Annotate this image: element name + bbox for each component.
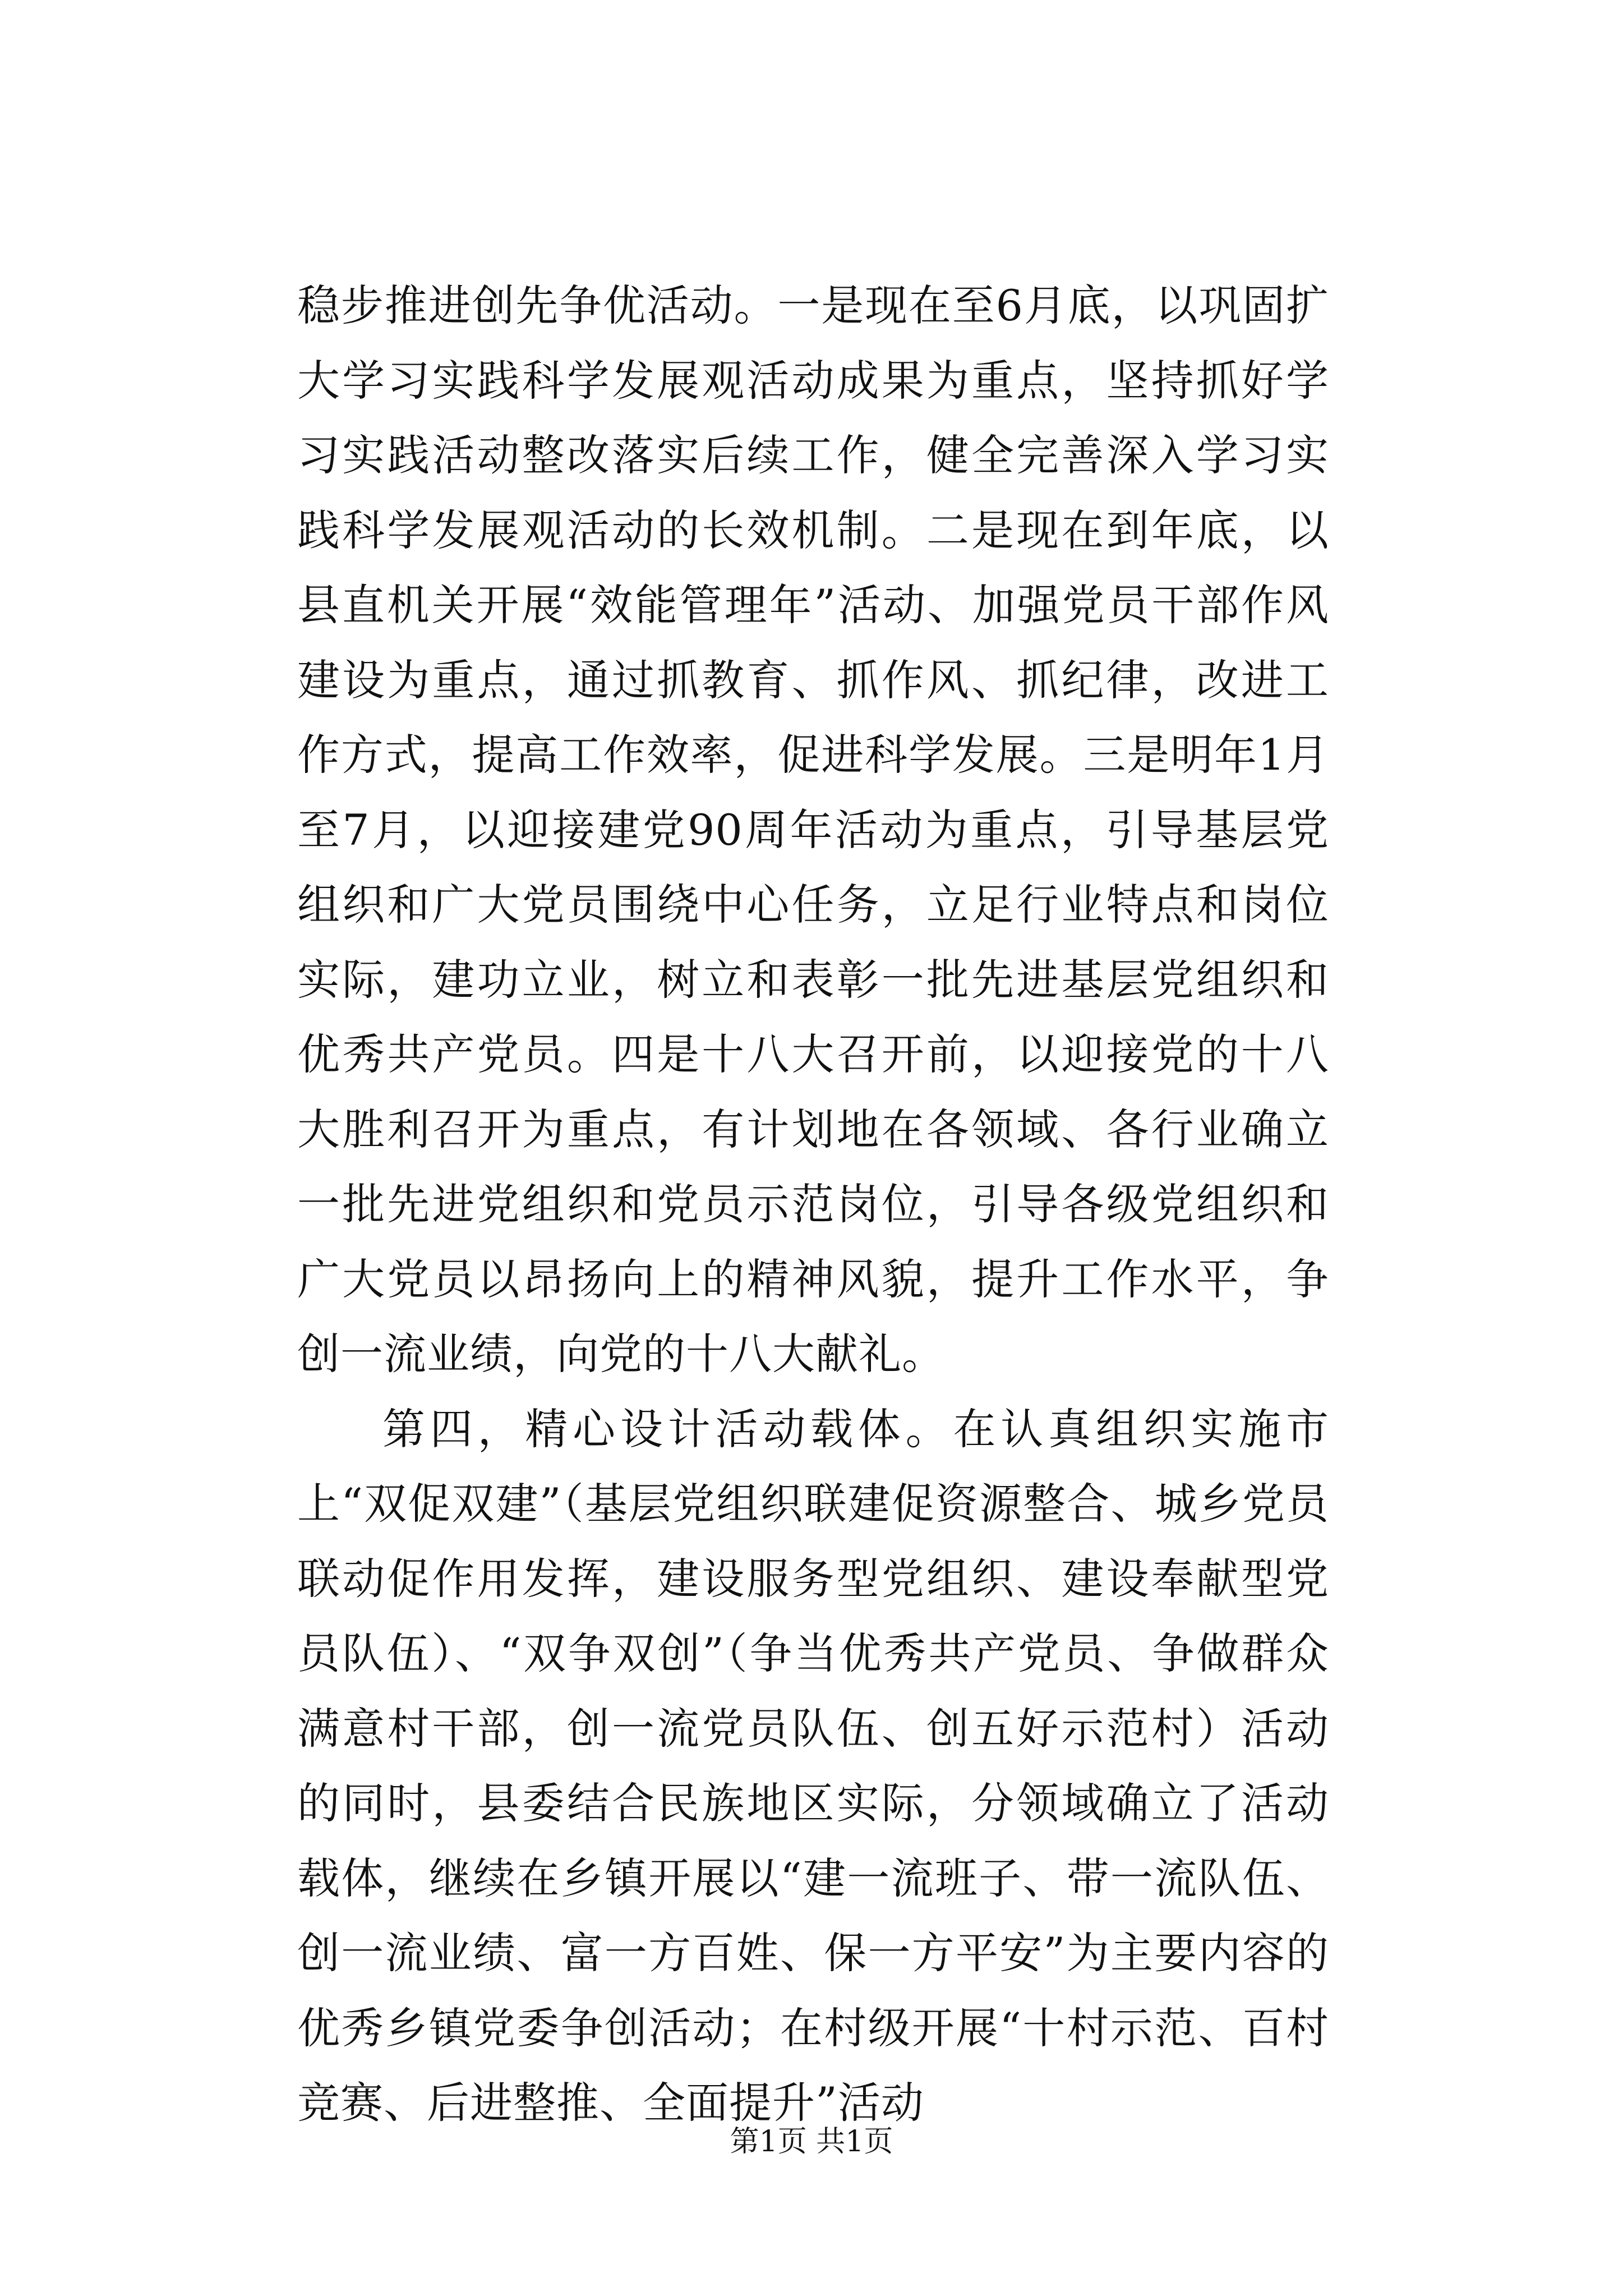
paragraph-continued: 稳步推进创先争优活动。一是现在至6月底，以巩固扩大学习实践科学发展观活动成果为重点，坚持抓好学习实践活动整改落实后续工作，健全完善深入学习实践科学发展观活动的长效机制。二是现在到年底，以县直机关开展“效能管理年”活动、加强党员干部作风建设为重点，通过抓教育、抓作风、抓纪律，改进工作方式，提高工作效率，促进科学发展。三是明年1月至7月，以迎接建党90周年活动为重点，引导基层党组织和广大党员围绕中心任务，立足行业特点和岗位实际，建功立业，树立和表彰一批先进基层党组织和优秀共产党员。四是十八大召开前，以迎接党的十八大胜利召开为重点，有计划地在各领域、各行业确立一批先进党组织和党员示范岗位，引导各级党组织和广大党员以昂扬向上的精神风貌，提升工作水平，争创一流业绩，向党的十八大献礼。 [297, 280, 1329, 1379]
page-footer: 第1页 共1页 [730, 2125, 893, 2159]
document-body [297, 268, 1329, 2141]
paragraph-section-four: 第四，精心设计活动载体。在认真组织实施市上“双促双建”（基层党组织联建促资源整合、城乡党员联动促作用发挥，建设服务型党组织、建设奉献型党员队伍）、“双争双创”（争当优秀共产党员、争做群众满意村干部，创一流党员队伍、创五好示范村）活动的同时，县委结合民族地区实际，分领域确立了活动载体，继续在乡镇开展以“建一流班子、带一流队伍、创一流业绩、富一方百姓、保一方平安”为主要内容的优秀乡镇党委争创活动；在村级开展“十村示范、百村竞赛、后进整推、全面提升”活动 [297, 1404, 1329, 2128]
